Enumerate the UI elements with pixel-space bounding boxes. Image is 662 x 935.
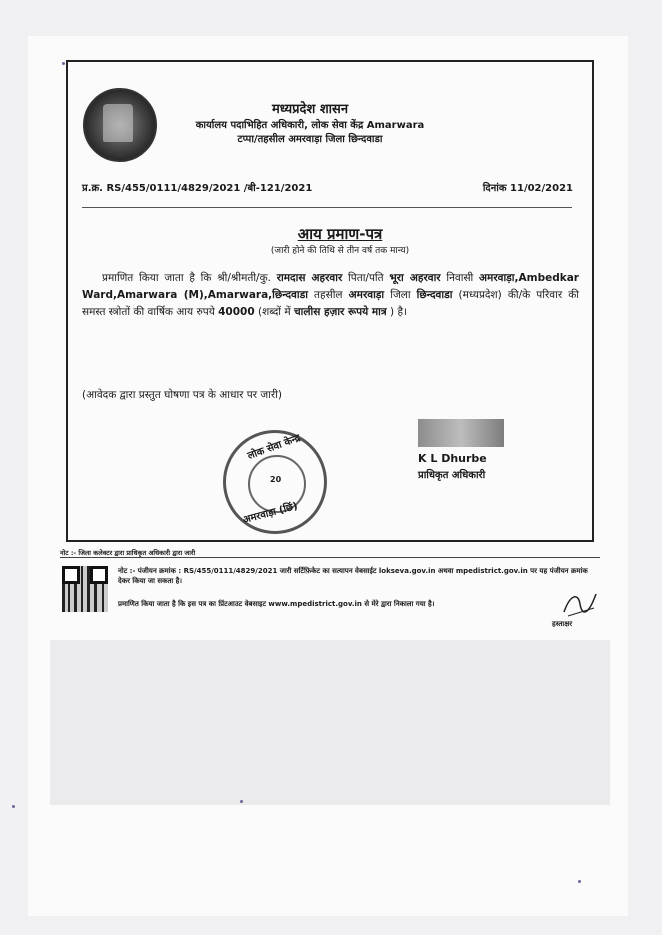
scan-speck: [240, 800, 243, 803]
signature-label: हस्ताक्षर: [552, 620, 573, 628]
scan-speck: [578, 880, 581, 883]
tehsil: अमरवाड़ा: [348, 289, 385, 301]
seal-top-text: लोक सेवा केन्द्र: [246, 432, 302, 462]
address: अमरवाड़ा,Ambedkar Ward,Amarwara (M),Amarwara,छिन्दवाडा: [82, 272, 579, 301]
digital-signature-image: [418, 419, 504, 447]
seal-number: 20: [270, 475, 282, 484]
office-location: टप्पा/तहसील अमरवाड़ा जिला छिन्दवाडा: [237, 134, 383, 145]
verification-note: नोट :- पंजीयन क्रमांक : RS/455/0111/4829/2021 जारी सर्टिफ़िकेट का सत्यापन वेबसाईट lokseva.gov.in अथवा mpedistrict.gov.in पर यह पंजीयन क्रमांक देकर किया जा सकता है।: [118, 567, 588, 585]
declaration-note: (आवेदक द्वारा प्रस्तुत घोषणा पत्र के आधार पर जारी): [82, 389, 283, 401]
validity-note: (जारी होने की तिथि से तीन वर्ष तक मान्य): [270, 246, 410, 256]
income-amount: 40000: [218, 306, 255, 318]
divider: [82, 207, 572, 208]
scan-speck: [12, 805, 15, 808]
scan-speck: [62, 62, 65, 65]
printout-note: प्रमाणित किया जाता है कि इस पत्र का प्रिंटआउट वेबसाइट www.mpedistrict.gov.in से मेरे द्वारा निकाला गया है।: [118, 600, 435, 608]
office-seal: [223, 430, 327, 534]
seal-bottom-text: अमरवाड़ा (छिं): [241, 500, 299, 527]
handwritten-signature-icon: [560, 590, 600, 620]
govt-title: मध्यप्रदेश शासन: [271, 102, 349, 117]
signatory-name: K L Dhurbe: [418, 452, 487, 465]
reference-number: प्र.क्र. RS/455/0111/4829/2021 /बी-121/2021: [82, 183, 313, 194]
issue-date: दिनांक 11/02/2021: [482, 183, 573, 194]
income-in-words: चालीस हज़ार रूपये मात्र: [293, 306, 387, 318]
qr-code-icon: [62, 566, 108, 612]
father-name: भूरा अहरवार: [389, 272, 441, 284]
footer-divider: [60, 557, 600, 558]
signatory-title: प्राधिकृत अधिकारी: [418, 470, 486, 481]
collector-note: नोट :- जिला कलेक्टर द्वारा प्राधिकृत अधिकारी द्वारा जारी: [60, 549, 196, 557]
applicant-name: रामदास अहरवार: [276, 272, 343, 284]
state-emblem-icon: [83, 88, 157, 162]
office-name: कार्यालय पदाभिहित अधिकारी, लोक सेवा केंद्र Amarwara: [195, 120, 425, 131]
blank-scan-area: [50, 640, 610, 805]
certificate-body: प्रमाणित किया जाता है कि श्री/श्रीमती/कु. रामदास अहरवार पिता/पति भूरा अहरवार निवासी अमरवाड़ा,Ambedkar Ward,Amarwara (M),Amarwara,छिन्दवाडा तहसील अमरवाड़ा जिला छिन्दवाडा (मध्यप्रदेश) की/के परिवार की समस्त स्त्रोतों की वार्षिक आय रुपये 40000 (शब्दों में चालीस हज़ार रूपये मात्र ) है।: [82, 272, 579, 318]
district: छिन्दवाडा: [416, 289, 453, 301]
certificate-title: आय प्रमाण-पत्र: [297, 225, 383, 243]
